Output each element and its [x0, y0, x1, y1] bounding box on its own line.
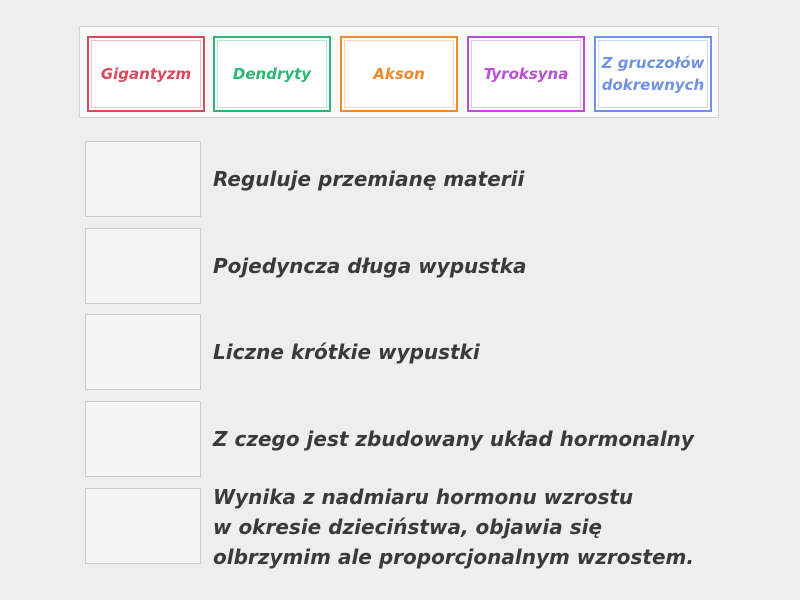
answer-tile-tyroksyna[interactable]: Tyroksyna [467, 36, 585, 112]
match-description-5: Wynika z nadmiaru hormonu wzrostu w okresie dzieciństwa, objawia się olbrzymim ale proporcjonalnym wzrostem. [213, 485, 694, 569]
answer-tile-tray [79, 26, 719, 118]
match-row-5 [85, 485, 725, 569]
match-row-2 [85, 228, 725, 304]
drop-slot-2[interactable] [85, 228, 201, 304]
match-row-1 [85, 141, 725, 217]
drop-slot-5[interactable] [85, 488, 201, 564]
match-description-3: Liczne krótkie wypustki [213, 340, 480, 364]
match-description-1: Reguluje przemianę materii [213, 167, 525, 191]
answer-tile-dendryty[interactable]: Dendryty [213, 36, 331, 112]
drop-slot-1[interactable] [85, 141, 201, 217]
answer-tile-z-gruczolow-dokrewnych[interactable]: Z gruczołów dokrewnych [594, 36, 712, 112]
answer-tile-akson[interactable]: Akson [340, 36, 458, 112]
match-row-3 [85, 314, 725, 390]
answer-tile-gigantyzm[interactable]: Gigantyzm [87, 36, 205, 112]
match-description-2: Pojedyncza długa wypustka [213, 254, 527, 278]
match-row-4 [85, 401, 725, 477]
drop-slot-4[interactable] [85, 401, 201, 477]
match-description-4: Z czego jest zbudowany układ hormonalny [213, 427, 694, 451]
drop-slot-3[interactable] [85, 314, 201, 390]
